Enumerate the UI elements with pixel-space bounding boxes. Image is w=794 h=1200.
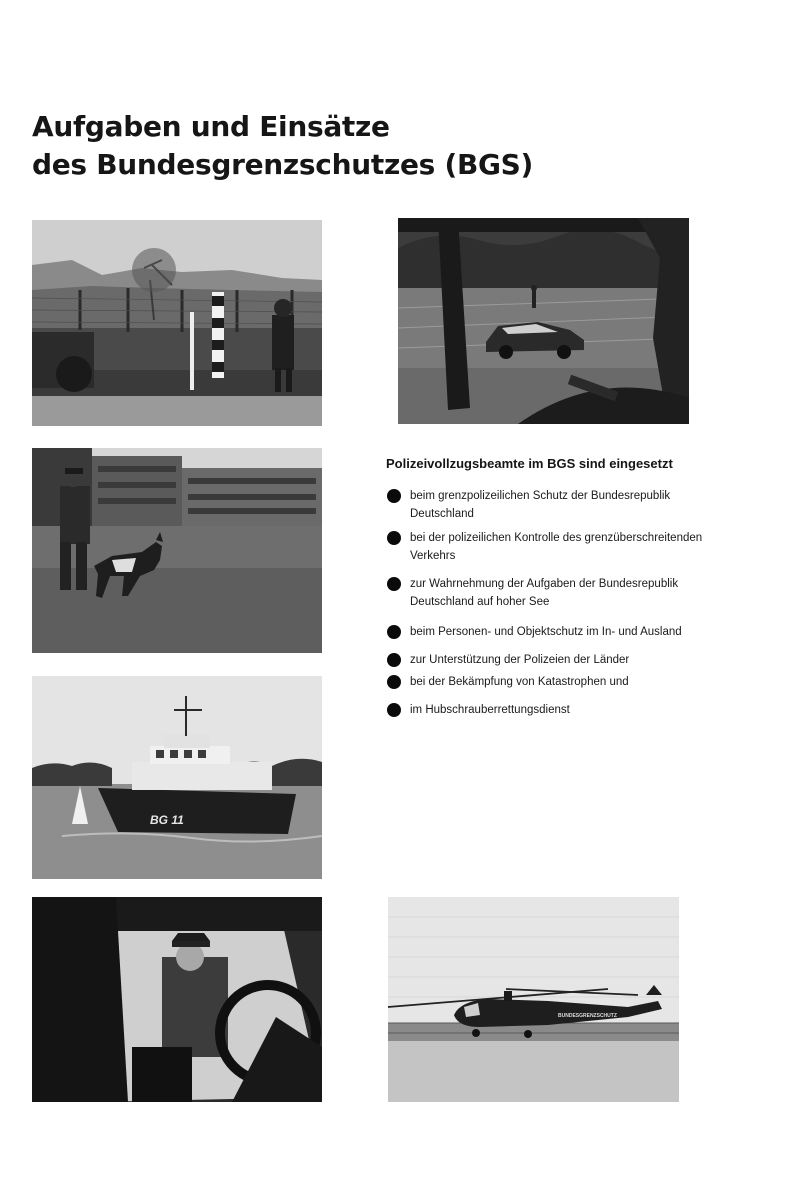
photo-officer-in-vehicle: [32, 897, 322, 1102]
photo-vehicle-control: [398, 218, 689, 424]
list-item: [386, 575, 706, 611]
heli-tail-marking: BUNDESGRENZSCHUTZ: [558, 1013, 617, 1019]
tasks-panel: [386, 455, 706, 719]
photo-officer-with-dog: [32, 448, 322, 653]
photo-helicopter: [388, 897, 679, 1102]
bullet-icon: [387, 489, 401, 503]
photo-border-patrol: [32, 220, 322, 426]
list-item-text: zur Wahrnehmung der Aufgaben der Bundesrepublik Deutschland auf hoher See: [410, 578, 679, 608]
list-item-text: im Hubschrauberrettungsdienst: [410, 704, 570, 716]
photo-patrol-boat: [32, 676, 322, 879]
bullet-icon: [387, 577, 401, 591]
tasks-list: [386, 487, 706, 719]
list-item-text: beim Personen- und Objektschutz im In- und Ausland: [410, 626, 682, 638]
list-item-text: beim grenzpolizeilichen Schutz der Bundesrepublik Deutschland: [410, 490, 671, 520]
page-title-line-2: des Bundesgrenzschutzes (BGS): [32, 148, 534, 181]
list-item: [386, 487, 706, 523]
list-item-text: bei der polizeilichen Kontrolle des grenzüberschreitenden Verkehrs: [410, 532, 703, 562]
list-item: [386, 701, 706, 719]
list-item: [386, 529, 706, 565]
list-item: [386, 651, 706, 669]
list-item-text: bei der Bekämpfung von Katastrophen und: [410, 676, 629, 688]
tasks-heading: Polizeivollzugsbeamte im BGS sind eingesetzt: [386, 456, 673, 471]
bullet-icon: [387, 531, 401, 545]
bullet-icon: [387, 625, 401, 639]
bullet-icon: [387, 675, 401, 689]
list-item: [386, 623, 706, 641]
bullet-icon: [387, 653, 401, 667]
page-title: [32, 108, 533, 184]
list-item-text: zur Unterstützung der Polizeien der Länder: [410, 654, 630, 666]
bullet-icon: [387, 703, 401, 717]
boat-hull-marking: BG 11: [150, 813, 184, 827]
page-title-line-1: Aufgaben und Einsätze: [32, 110, 390, 143]
list-item: [386, 673, 706, 691]
